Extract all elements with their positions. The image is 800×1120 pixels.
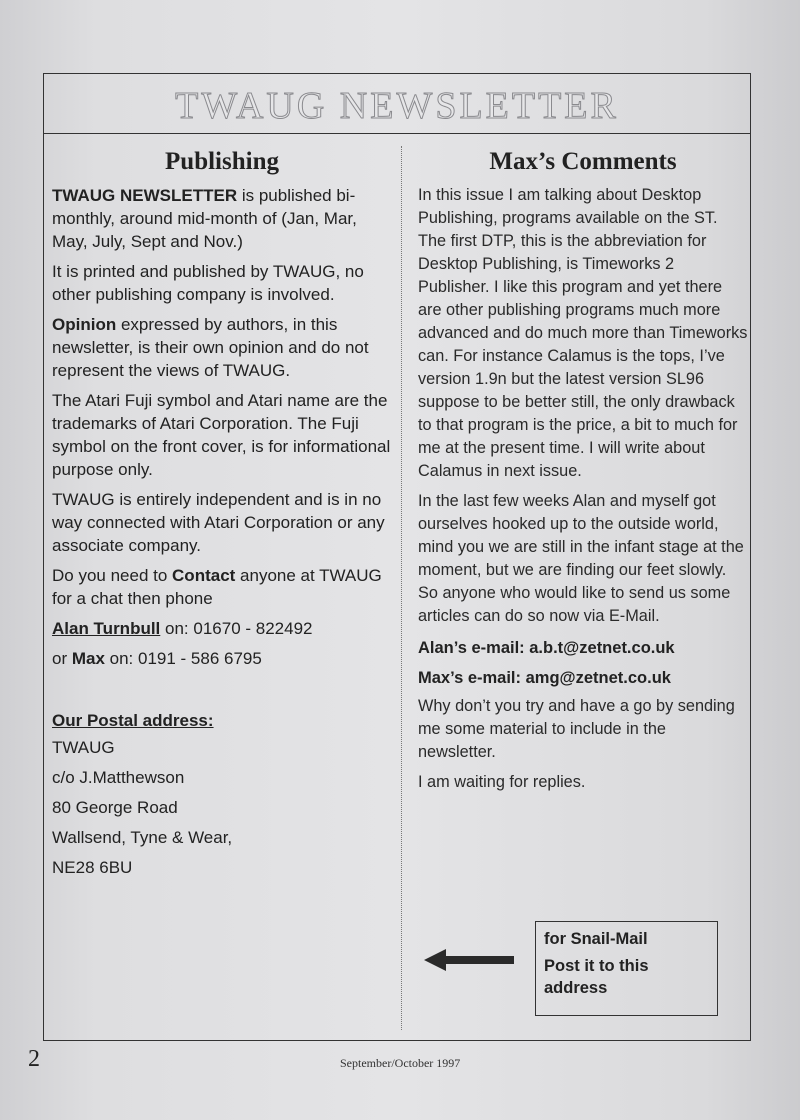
- opinion-text: expressed by authors, in this newsletter, is their own opinion and do not represent the views of TWAUG.: [52, 315, 369, 380]
- snail-mail-instruction: Post it to this address: [544, 957, 649, 997]
- publishing-paragraph-4: The Atari Fuji symbol and Atari name are the trademarks of Atari Corporation. The Fuji symbol on the front cover, is for informational purpose only.: [52, 391, 391, 479]
- comments-paragraph-1: In this issue I am talking about Desktop Publishing, programs available on the ST. The first DTP, this is the abbreviation for Desktop Publishing, is Timeworks 2 Publisher. I like this program and yet there are other publishing programs much more advanced and do much more than Timeworks can. For instance Calamus is the tops, I’ve version 1.9n but the latest version SL96 suppose to be better still, the only drawback to that program is the price, a bit to much for me at the present time. I will write about Calamus in next issue.: [418, 186, 748, 480]
- contact-max: [52, 647, 392, 671]
- postal-address-title: Our Postal address:: [52, 711, 214, 730]
- max-email: Max’s e-mail: amg@zetnet.co.uk: [418, 669, 671, 687]
- contact-alan-name: Alan Turnbull: [52, 619, 161, 638]
- contact-label: Contact: [172, 566, 236, 585]
- contact-alan-phone: on: 01670 - 822492: [160, 619, 313, 638]
- contact-max-phone: on: 0191 - 586 6795: [104, 649, 262, 668]
- address-line: 80 George Road: [52, 798, 178, 817]
- snail-mail-box: [535, 921, 718, 1016]
- left-arrow-icon: [424, 946, 516, 974]
- publishing-paragraph-2: It is printed and published by TWAUG, no other publishing company is involved.: [52, 262, 364, 304]
- comments-paragraph-4: I am waiting for replies.: [418, 773, 586, 791]
- contact-max-pre: or: [52, 649, 72, 668]
- masthead: [44, 74, 750, 134]
- postal-address: [52, 733, 392, 883]
- snail-mail-label: for Snail-Mail: [544, 930, 648, 948]
- alan-email: Alan’s e-mail: a.b.t@zetnet.co.uk: [418, 639, 675, 657]
- column-divider: [401, 146, 402, 1030]
- contact-max-name: Max: [71, 649, 105, 668]
- publishing-schedule-text: is published bi-monthly, around mid-month of (Jan, Mar, May, July, Sept and Nov.): [52, 186, 357, 251]
- address-line: TWAUG: [52, 738, 115, 757]
- page-frame: [43, 73, 751, 1041]
- contact-intro-post: anyone at TWAUG for a chat then phone: [52, 566, 382, 608]
- contact-alan: [52, 617, 392, 641]
- newsletter-name: TWAUG NEWSLETTER: [52, 186, 238, 205]
- address-line: Wallsend, Tyne & Wear,: [52, 828, 233, 847]
- comments-paragraph-3: Why don’t you try and have a go by sending me some material to include in the newsletter.: [418, 697, 735, 761]
- publishing-paragraph-6: [52, 564, 392, 610]
- contact-intro-pre: Do you need to: [52, 566, 173, 585]
- publishing-paragraph-5: TWAUG is entirely independent and is in no way connected with Atari Corporation or any associate company.: [52, 490, 385, 555]
- max-comments-heading: Max’s Comments: [489, 148, 677, 175]
- address-line: NE28 6BU: [52, 858, 133, 877]
- page-number: 2: [28, 1046, 40, 1072]
- publishing-column: [52, 148, 392, 883]
- publishing-heading: Publishing: [165, 148, 279, 175]
- issue-date: September/October 1997: [340, 1056, 461, 1070]
- publishing-paragraph-1: [52, 184, 392, 253]
- publishing-paragraph-3: [52, 313, 392, 382]
- masthead-title: TWAUG NEWSLETTER: [175, 84, 619, 127]
- opinion-label: Opinion: [52, 315, 117, 334]
- comments-paragraph-2: In the last few weeks Alan and myself got ourselves hooked up to the outside world, mind you we are still in the infant stage at the moment, but we are finding our feet slowly. So anyone who would like to send us some articles can do so now via E-Mail.: [418, 492, 744, 625]
- address-line: c/o J.Matthewson: [52, 768, 185, 787]
- max-comments-column: [418, 148, 748, 801]
